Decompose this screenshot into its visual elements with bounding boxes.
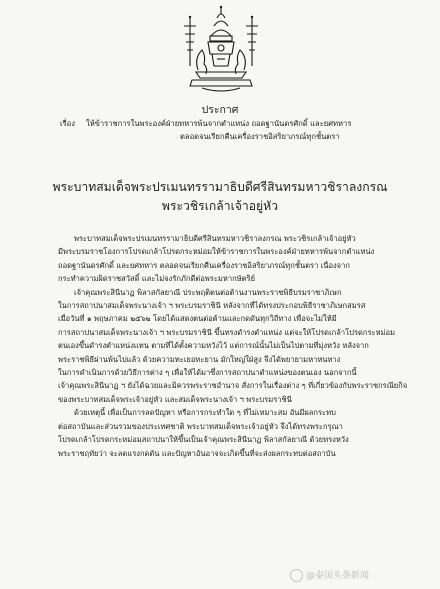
paragraph-1 [58,232,408,286]
body-line: มีพระบรมราชโองการโปรดเกล้าโปรดกระหม่อมให้ข้าราชการในพระองค์ฝ่ายทหารพ้นจากตำแหน่ง [58,247,375,257]
body-line: โปรดเกล้าโปรดกระหม่อมสถาปนาให้ขึ้นเป็นเจ้าคุณพระสินีนาฏ พิลาสกัลยาณี ด้วยทรงหวัง [58,435,349,445]
subject-line-1 [60,117,390,130]
body-line: เมื่อวันที่ ๑ พฤษภาคม ๒๕๖๒ โดยได้แสดงตนต่อต้านและกดดันทุกวิถีทาง เพื่อจะไม่ให้มี [58,314,337,324]
body-line: ในการสถาปนาสมเด็จพระนางเจ้า ฯ พระบรมราชินี หลังจากที่ได้ทรงประกอบพิธีราชาภิเษกสมรส [58,301,366,311]
body-line: พระราชพิธีผ่านพ้นไปแล้ว ด้วยความทะเยอทะยาน มักใหญ่ใฝ่สูง จึงได้พยายามหาหนทาง [58,354,341,364]
body-line: เจ้าคุณพระสินีนาฏ ฯ ยังได้ฉวยและมิควรพระราชอำนาจ สั่งการในเรื่องต่าง ๆ ที่เกี่ยวข้องกับพระราชกรณียกิจ [58,381,408,391]
royal-emblem-icon [172,4,270,96]
paragraph-3 [58,406,408,460]
announcement-title: ประกาศ [201,104,239,116]
body-line: พระบาทสมเด็จพระปรเมนทรรามาธิบดีศรีสินทรมหาวชิราลงกรณ พระวชิรเกล้าเจ้าอยู่หัว [74,234,356,243]
subject-text-1: ให้ข้าราชการในพระองค์ฝ่ายทหารพ้นจากตำแหน่ง ถอดฐานันดรศักดิ์ และยศทหาร [86,119,352,128]
body-line: ตนเองขึ้นดำรงตำแหน่งแทน ตามที่ได้ตั้งความหวังไว้ แต่การณ์นั้นไม่เป็นไปตามที่มุ่งหวัง หลังจาก [58,341,369,351]
body-line: ในการดำเนินการด้วยวิธีการต่าง ๆ เพื่อให้ได้มาซึ่งการสถาปนาตำแหน่งของตนเอง นอกจากนี้ [58,368,357,378]
subject-block [60,117,390,143]
watermark [290,568,369,582]
subject-label: เรื่อง [60,119,75,128]
body-line: ถอดฐานันดรศักดิ์ และยศทหาร ตลอดจนเรียกคืนเครื่องราชอิสริยาภรณ์ทุกชั้นตรา เนื่องจาก [58,260,350,270]
body-line: ด้วยเหตุนี้ เพื่อเป็นการลดปัญหา หรือการกระทำใด ๆ ที่ไม่เหมาะสม อันมีผลกระทบ [74,408,336,418]
royal-title-line-2: พระวชิรเกล้าเจ้าอยู่หัว [161,199,279,213]
paragraph-2 [58,286,408,407]
body-line: ต่อสถาบันและส่วนรวมของประเทศชาติ พระบาทสมเด็จพระเจ้าอยู่หัว จึงได้ทรงพระกรุณา [58,421,343,431]
body-line: พระราชฤทัยว่า จะลดแรงกดดัน และปัญหาอันอาจจะเกิดขึ้นที่จะส่งผลกระทบต่อสถาบัน [58,448,336,458]
body-line: การสถาปนาสมเด็จพระนางเจ้า ฯ พระบรมราชินี ขึ้นทรงดำรงตำแหน่ง แต่จะให้โปรดเกล้าโปรดกระหม่อม [58,327,396,337]
watermark-text: @泰国头条新闻 [306,571,370,581]
subject-text-2: ตลอดจนเรียกคืนเครื่องราชอิสริยาภรณ์ทุกชั้นตรา [180,132,340,141]
body-line: กระทำความผิดราชสวัสดิ์ และไม่จงรักภักดีต่อพระมหากษัตริย์ [58,274,255,284]
royal-title-line-1: พระบาทสมเด็จพระปรเมนทรรามาธิบดีศรีสินทรมหาวชิราลงกรณ [52,180,388,194]
body-line: ของพระบาทสมเด็จพระเจ้าอยู่หัว และสมเด็จพระนางเจ้า ฯ พระบรมราชินี [58,394,292,404]
weibo-logo-icon [290,569,303,582]
body-line: เจ้าคุณพระสินีนาฏ พิลาสกัลยาณี ประพฤติตนต่อต้านงานพระราชพิธีบรมราชาภิเษก [74,287,342,297]
royal-title [0,178,440,216]
announcement-body [58,232,408,460]
